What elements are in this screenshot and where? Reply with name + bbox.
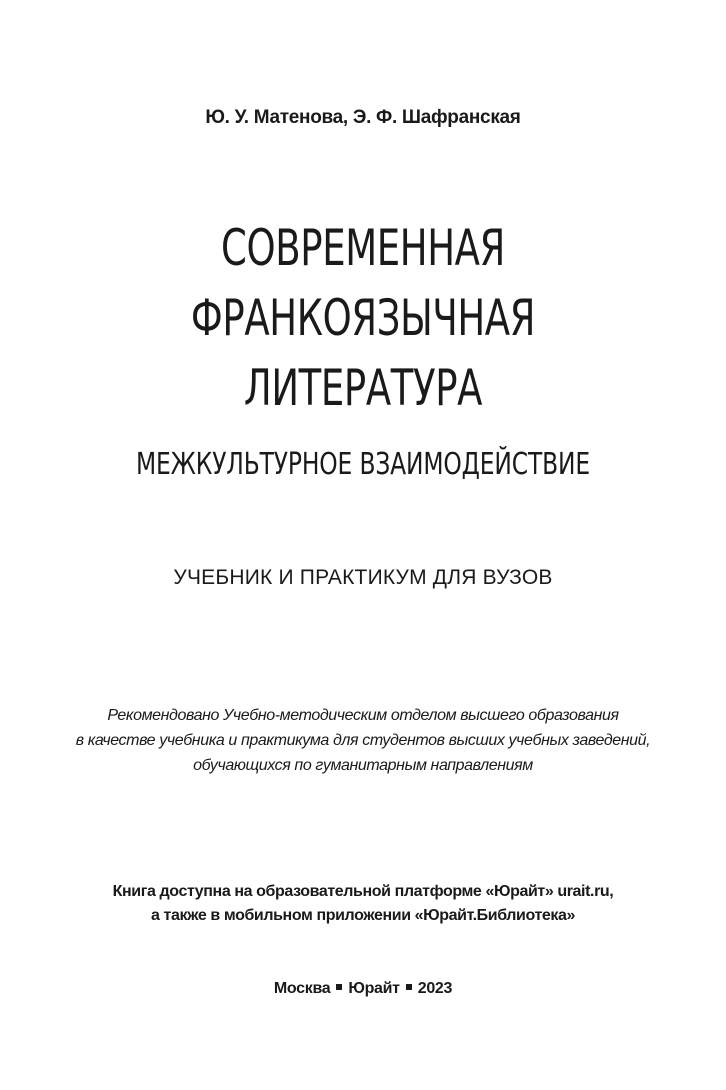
availability-note (0, 880, 726, 928)
title-line-2: ФРАНКОЯЗЫЧНАЯ (190, 289, 536, 347)
recommendation-line-1: Рекомендовано Учебно-методическим отделом высшего образования (107, 707, 619, 724)
book-subtitle: МЕЖКУЛЬТУРНОЕ ВЗАИМОДЕЙСТВИЕ (136, 447, 590, 482)
imprint-city: Москва (273, 980, 331, 997)
authors: Ю. У. Матенова, Э. Ф. Шафранская (205, 107, 521, 128)
availability-line-1: Книга доступна на образовательной платформе «Юрайт» urait.ru, (112, 883, 614, 900)
imprint-year: 2023 (417, 980, 453, 997)
square-separator-icon (406, 984, 412, 990)
recommendation-line-2: в качестве учебника и практикума для студентов высших учебных заведений, (75, 732, 651, 749)
recommendation-note (0, 703, 726, 778)
imprint-publisher: Юрайт (348, 980, 400, 997)
square-separator-icon (336, 984, 342, 990)
title-line-1: СОВРЕМЕННАЯ (221, 219, 505, 277)
edition-type: УЧЕБНИК И ПРАКТИКУМ ДЛЯ ВУЗОВ (173, 566, 553, 589)
availability-line-2: а также в мобильном приложении «Юрайт.Библиотека» (151, 907, 575, 924)
title-line-3: ЛИТЕРАТУРА (243, 359, 483, 417)
recommendation-line-3: обучающихся по гуманитарным направлениям (193, 757, 533, 774)
book-title (0, 213, 726, 423)
imprint (0, 980, 726, 998)
